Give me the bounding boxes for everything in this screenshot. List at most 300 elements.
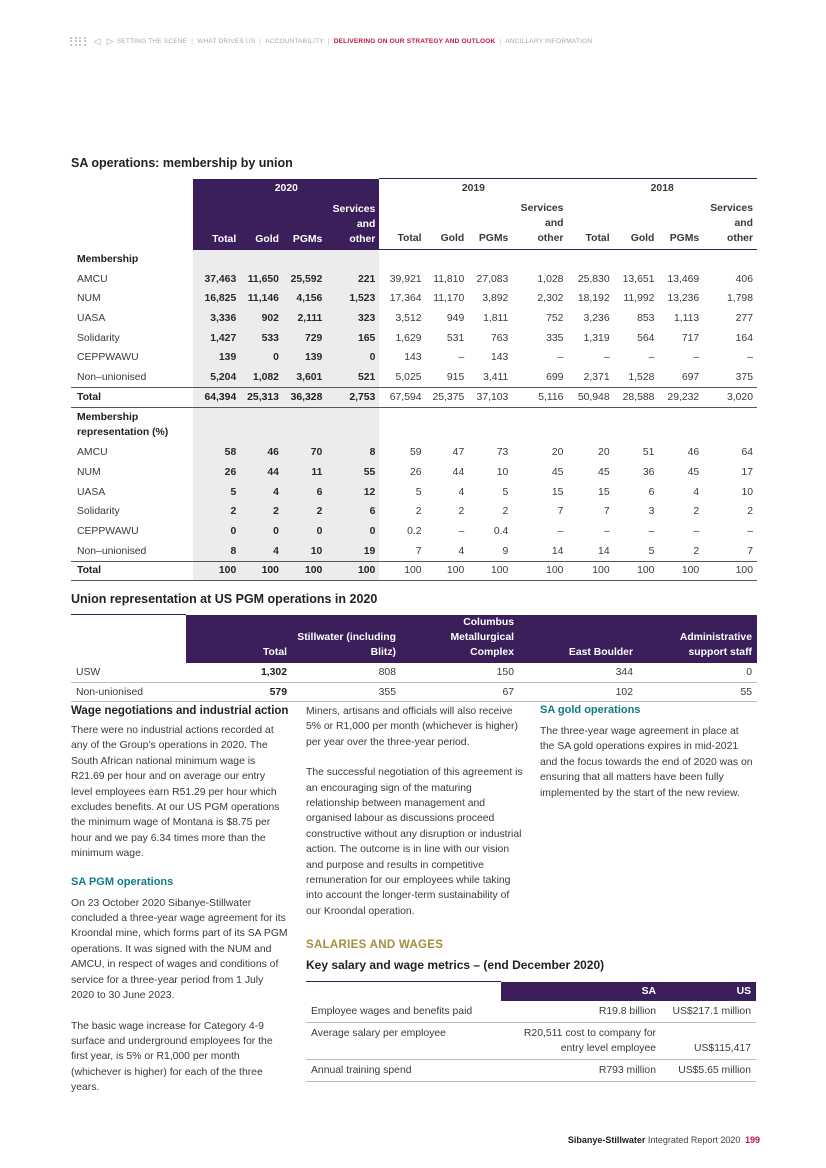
- paragraph: On 23 October 2020 Sibanye-Stillwater concluded a three-year wage agreement for its Kroondal mine, which forms part of its SA PGM operations. It was signed with the NUM and AMCU, in respect of wages and conditions of service for a three-year period from 1 July 2020 to 30 June 2023.: [71, 897, 288, 1002]
- table-cell: 19: [326, 541, 379, 561]
- table-cell: 2: [283, 502, 326, 522]
- table-cell: –: [458, 352, 465, 364]
- table-cell: [71, 615, 186, 663]
- table-cell: 25,375: [426, 387, 469, 407]
- table-row: [71, 368, 757, 388]
- table-cell: 100: [658, 561, 703, 581]
- table-cell: 6: [326, 502, 379, 522]
- table-cell: 5,116: [512, 387, 567, 407]
- table-cell: 7: [747, 545, 753, 557]
- table-cell: 6: [648, 486, 655, 498]
- table-cell: 521: [326, 368, 379, 388]
- table-cell: 100: [193, 561, 240, 581]
- table-cell: 808: [292, 663, 401, 683]
- table-cell: 45: [551, 467, 564, 479]
- table-cell: 5: [193, 482, 240, 502]
- row-label: CEPPWAWU: [77, 526, 139, 538]
- table-cell: 0.4: [493, 526, 509, 538]
- table-cell: US$5.65 million: [661, 1059, 756, 1081]
- table-cell: 1,302: [186, 663, 292, 683]
- table-row: [71, 502, 757, 522]
- table-cell: 55: [638, 682, 757, 702]
- table-cell: 100: [426, 561, 469, 581]
- table-cell: 143: [490, 352, 509, 364]
- table-cell: 2,302: [537, 293, 564, 305]
- table-cell: 4: [458, 486, 465, 498]
- table-cell: 13,469: [667, 273, 700, 285]
- table-row: [71, 463, 757, 483]
- table-cell: 3,236: [583, 312, 610, 324]
- table-cell: 70: [283, 443, 326, 463]
- column-header: Services and other: [512, 198, 567, 250]
- table-cell: 8: [326, 443, 379, 463]
- table-row: [71, 309, 757, 329]
- section-row: [71, 407, 757, 443]
- column-header: Gold: [426, 198, 469, 250]
- representation-rows: [71, 443, 757, 561]
- table-cell: [703, 407, 757, 443]
- table-cell: 100: [512, 561, 567, 581]
- table-cell: 29,232: [658, 387, 703, 407]
- column-header: PGMs: [468, 198, 512, 250]
- table-cell: 375: [735, 371, 753, 383]
- table-cell: 0.2: [407, 526, 422, 538]
- table-cell: 100: [703, 561, 757, 581]
- table-cell: [658, 407, 703, 443]
- table-cell: –: [603, 352, 610, 364]
- membership-table: [71, 178, 757, 581]
- table-cell: 45: [598, 467, 610, 479]
- table-cell: 752: [546, 312, 564, 324]
- nav-separator: |: [259, 37, 262, 45]
- table-cell: 1,319: [583, 332, 610, 344]
- column-header-row: [71, 198, 757, 250]
- table-cell: [426, 407, 469, 443]
- table-cell: 564: [637, 332, 655, 344]
- nav-item-accountability[interactable]: ACCOUNTABILITY: [265, 37, 324, 45]
- table-cell: 1,427: [193, 328, 240, 348]
- table-cell: 25,830: [577, 273, 610, 285]
- table-cell: 4: [458, 545, 465, 557]
- table-cell: [193, 407, 240, 443]
- table-cell: [468, 250, 512, 270]
- table-cell: 3,336: [193, 309, 240, 329]
- table-cell: 36: [642, 467, 655, 479]
- table-cell: [379, 407, 425, 443]
- table-cell: 11,992: [623, 293, 655, 305]
- table-cell: [193, 250, 240, 270]
- table-cell: [326, 407, 379, 443]
- table-cell: USW: [71, 663, 186, 683]
- text-column-middle: [306, 704, 524, 934]
- nav-item-setting-the-scene[interactable]: SETTING THE SCENE: [116, 37, 188, 45]
- table-cell: –: [458, 526, 465, 538]
- table-cell: 1,528: [628, 371, 655, 383]
- salaries-heading: SALARIES AND WAGES: [306, 939, 444, 951]
- table-cell: 64,394: [193, 387, 240, 407]
- table-cell: 4: [240, 482, 283, 502]
- table-cell: 2: [502, 506, 509, 518]
- table-cell: 2: [458, 506, 465, 518]
- column-header: Total: [379, 198, 425, 250]
- salaries-table-title: Key salary and wage metrics – (end December 2020): [306, 958, 605, 972]
- column-header: Services and other: [326, 198, 379, 250]
- table-cell: 2: [240, 502, 283, 522]
- year-header-2020: 2020: [193, 179, 379, 198]
- table-cell: 5: [502, 486, 509, 498]
- table-cell: 59: [409, 447, 422, 459]
- table-cell: 2: [693, 545, 700, 557]
- table-cell: 277: [735, 312, 753, 324]
- table-cell: 150: [401, 663, 519, 683]
- table-cell: 51: [642, 447, 655, 459]
- table-cell: 14: [598, 545, 610, 557]
- table-cell: 915: [446, 371, 465, 383]
- table-cell: 67,594: [379, 387, 425, 407]
- table-cell: Total: [71, 561, 193, 581]
- table-cell: 100: [283, 561, 326, 581]
- table-cell: R793 million: [501, 1059, 661, 1081]
- table-cell: 164: [735, 332, 753, 344]
- column-header: Gold: [240, 198, 283, 250]
- table-cell: 11,810: [433, 273, 465, 285]
- row-label: UASA: [77, 312, 106, 324]
- row-label: Solidarity: [77, 332, 120, 344]
- table-cell: 5: [415, 486, 422, 498]
- top-navigation: [70, 34, 592, 48]
- us-union-table: [71, 614, 757, 702]
- table-cell: 2,111: [283, 309, 326, 329]
- table-row: [71, 348, 757, 368]
- membership-table-title: SA operations: membership by union: [71, 156, 293, 170]
- table-cell: 0: [193, 522, 240, 542]
- table-cell: 17: [741, 467, 753, 479]
- table-cell: 763: [490, 332, 509, 344]
- table-cell: Total: [71, 387, 193, 407]
- column-header: Total: [567, 198, 613, 250]
- table-cell: 58: [193, 443, 240, 463]
- table-cell: 46: [240, 443, 283, 463]
- table-cell: 39,921: [389, 273, 422, 285]
- table-cell: 949: [446, 312, 465, 324]
- table-cell: 64: [741, 447, 753, 459]
- table-row: [71, 541, 757, 561]
- table-cell: [71, 198, 193, 250]
- table-cell: 406: [735, 273, 753, 285]
- table-cell: 102: [519, 682, 638, 702]
- table-cell: 100: [326, 561, 379, 581]
- paragraph: There were no industrial actions recorded at any of the Group’s operations in 2020. The South African national minimum wage is R21.69 per hour and on average our entry level employees earn R51.29 per hour which excludes benefits. At our US PGM operations the minimum wage of Montana is $8.75 per hour and we pay 6.34 times more than the minimum wage.: [71, 725, 280, 860]
- column-header: US: [661, 982, 756, 1001]
- table-cell: 7: [557, 506, 564, 518]
- table-cell: 100: [567, 561, 613, 581]
- column-header: Total: [193, 198, 240, 250]
- column-header: Columbus Metallurgical Complex: [401, 615, 519, 663]
- table-cell: 15: [598, 486, 610, 498]
- table-cell: 0: [283, 522, 326, 542]
- row-label: UASA: [77, 486, 106, 498]
- nav-item-delivering-on-strategy[interactable]: DELIVERING ON OUR STRATEGY AND OUTLOOK: [333, 37, 496, 45]
- page-footer: [568, 1135, 760, 1145]
- nav-item-ancillary-information[interactable]: ANCILLARY INFORMATION: [505, 37, 593, 45]
- table-cell: 143: [404, 352, 422, 364]
- table-cell: 1,028: [537, 273, 564, 285]
- table-row: [71, 522, 757, 542]
- table-cell: 25,313: [240, 387, 283, 407]
- paragraph: The basic wage increase for Category 4-9 surface and underground employees for the first year, is 5% or R1,000 per month (whichever is higher) for each of the three years.: [71, 1020, 273, 1094]
- row-label: CEPPWAWU: [77, 352, 139, 364]
- table-cell: 11,650: [240, 269, 283, 289]
- table-cell: US$115,417: [661, 1022, 756, 1059]
- table-cell: 44: [452, 467, 465, 479]
- table-cell: 2: [415, 506, 422, 518]
- table-cell: Employee wages and benefits paid: [306, 1001, 501, 1023]
- table-cell: 902: [240, 309, 283, 329]
- row-label: Non–unionised: [77, 371, 147, 383]
- table-cell: 1,082: [240, 368, 283, 388]
- table-cell: 11,146: [240, 289, 283, 309]
- table-cell: –: [648, 526, 655, 538]
- table-row: [71, 443, 757, 463]
- table-cell: 335: [546, 332, 564, 344]
- table-row: [71, 663, 757, 683]
- table-cell: 10: [496, 467, 509, 479]
- table-cell: 4: [693, 486, 700, 498]
- column-header: PGMs: [658, 198, 703, 250]
- table-cell: [240, 407, 283, 443]
- row-label: NUM: [77, 467, 101, 479]
- table-cell: –: [603, 526, 610, 538]
- table-cell: R19.8 billion: [501, 1001, 661, 1023]
- nav-separator: |: [327, 37, 330, 45]
- table-cell: [326, 250, 379, 270]
- paragraph: Miners, artisans and officials will also receive 5% or R1,000 per month (whichever is higher) per year over the three-year period.: [306, 706, 518, 748]
- table-cell: 5,204: [193, 368, 240, 388]
- paragraph: The three-year wage agreement in place at the SA gold operations expires in mid-2021 and the focus towards the end of 2020 was on ensuring that all matters have been fully implemented by the start of the new review.: [540, 726, 753, 799]
- table-cell: 26: [409, 467, 422, 479]
- table-cell: 100: [468, 561, 512, 581]
- table-cell: 37,463: [193, 269, 240, 289]
- report-name: Integrated Report 2020: [647, 1135, 741, 1145]
- table-row: [306, 1059, 756, 1081]
- us-table-title: Union representation at US PGM operations in 2020: [71, 592, 378, 606]
- table-cell: 729: [283, 328, 326, 348]
- table-cell: 697: [681, 371, 700, 383]
- table-cell: 3: [648, 506, 655, 518]
- table-cell: [426, 250, 469, 270]
- table-cell: 0: [326, 348, 379, 368]
- table-cell: 1,811: [483, 312, 509, 324]
- table-cell: 2: [193, 502, 240, 522]
- table-cell: 533: [240, 328, 283, 348]
- table-cell: 355: [292, 682, 401, 702]
- table-cell: –: [557, 526, 564, 538]
- table-cell: –: [747, 526, 753, 538]
- table-row: [71, 682, 757, 702]
- table-cell: 25,592: [283, 269, 326, 289]
- table-cell: 717: [681, 332, 700, 344]
- table-cell: 853: [637, 312, 655, 324]
- column-header: Gold: [614, 198, 659, 250]
- table-row: [71, 482, 757, 502]
- table-cell: [306, 982, 501, 1001]
- table-cell: 1,523: [326, 289, 379, 309]
- table-cell: 0: [240, 348, 283, 368]
- table-cell: 531: [446, 332, 465, 344]
- row-label: Solidarity: [77, 506, 120, 518]
- table-cell: 8: [193, 541, 240, 561]
- table-cell: 44: [240, 463, 283, 483]
- table-cell: 67: [401, 682, 519, 702]
- table-cell: 323: [326, 309, 379, 329]
- table-cell: 4,156: [283, 289, 326, 309]
- table-cell: 27,083: [476, 273, 509, 285]
- table-cell: 10: [741, 486, 753, 498]
- column-header: Services and other: [703, 198, 757, 250]
- table-cell: 5: [648, 545, 655, 557]
- sa-gold-heading: SA gold operations: [540, 704, 641, 716]
- table-cell: 14: [551, 545, 564, 557]
- table-cell: 3,601: [283, 368, 326, 388]
- table-cell: 45: [687, 467, 700, 479]
- paragraph: The successful negotiation of this agreement is an encouraging sign of the maturing relationship between management and organised labour as discussions proceed constructive without any disruption or industrial action. The outcome is in line with our vision and purpose and results in competitive remuneration for our employees while taking into account the longer-term sustainability of our Kroondal operation.: [306, 767, 523, 917]
- table-cell: 73: [496, 447, 509, 459]
- table-cell: [283, 250, 326, 270]
- table-cell: 100: [379, 561, 425, 581]
- table-cell: –: [648, 352, 655, 364]
- table-cell: [468, 407, 512, 443]
- table-cell: 13,236: [667, 293, 700, 305]
- table-cell: [240, 250, 283, 270]
- membership-rows: [71, 269, 757, 387]
- table-cell: 1,113: [673, 312, 700, 324]
- table-cell: [614, 250, 659, 270]
- table-cell: 20: [551, 447, 564, 459]
- table-cell: 1,629: [395, 332, 422, 344]
- table-row: [71, 269, 757, 289]
- table-cell: 4: [240, 541, 283, 561]
- table-cell: 18,192: [577, 293, 610, 305]
- column-header: Stillwater (including Blitz): [292, 615, 401, 663]
- year-header-2018: 2018: [567, 179, 757, 198]
- grid-menu-icon[interactable]: [70, 37, 87, 46]
- row-label: AMCU: [77, 447, 108, 459]
- table-cell: 28,588: [614, 387, 659, 407]
- table-cell: 3,411: [483, 371, 509, 383]
- table-cell: [512, 407, 567, 443]
- section-label: Membership: [77, 253, 139, 265]
- table-cell: 36,328: [283, 387, 326, 407]
- table-cell: 0: [326, 522, 379, 542]
- table-cell: 165: [326, 328, 379, 348]
- table-cell: 139: [193, 348, 240, 368]
- table-cell: [512, 250, 567, 270]
- table-cell: 344: [519, 663, 638, 683]
- table-row: [306, 1001, 756, 1023]
- table-cell: 46: [687, 447, 700, 459]
- column-header: Total: [186, 615, 292, 663]
- table-cell: 55: [326, 463, 379, 483]
- table-cell: 100: [614, 561, 659, 581]
- section-label: Membership representation (%): [77, 412, 169, 439]
- table-row-total: [71, 387, 757, 407]
- next-page-icon[interactable]: ▷: [106, 35, 114, 46]
- column-header: SA: [501, 982, 661, 1001]
- company-name: Sibanye-Stillwater: [567, 1135, 646, 1145]
- table-cell: [71, 179, 193, 198]
- table-cell: 17,364: [389, 293, 422, 305]
- table-cell: 7: [415, 545, 422, 557]
- table-row: [71, 289, 757, 309]
- table-cell: 579: [186, 682, 292, 702]
- table-cell: 47: [452, 447, 465, 459]
- table-cell: 26: [193, 463, 240, 483]
- table-cell: R20,511 cost to company for entry level employee: [501, 1022, 661, 1059]
- table-cell: 12: [326, 482, 379, 502]
- table-cell: –: [557, 352, 564, 364]
- table-cell: Annual training spend: [306, 1059, 501, 1081]
- table-cell: 2: [747, 506, 753, 518]
- nav-separator: |: [499, 37, 502, 45]
- table-cell: [567, 250, 613, 270]
- page-number: 199: [744, 1135, 760, 1145]
- wage-negotiations-heading: Wage negotiations and industrial action: [71, 705, 289, 717]
- table-cell: 16,825: [193, 289, 240, 309]
- nav-separator: |: [191, 37, 194, 45]
- previous-page-icon[interactable]: ◁: [93, 35, 101, 46]
- table-cell: 11: [283, 463, 326, 483]
- nav-item-what-drives-us[interactable]: WHAT DRIVES US: [197, 37, 256, 45]
- table-cell: [703, 250, 757, 270]
- table-cell: 0: [638, 663, 757, 683]
- section-row: [71, 250, 757, 270]
- row-label: AMCU: [77, 273, 108, 285]
- column-header: East Boulder: [519, 615, 638, 663]
- table-cell: 699: [546, 371, 564, 383]
- table-cell: 3,512: [395, 312, 422, 324]
- table-cell: 5,025: [395, 371, 422, 383]
- table-cell: 15: [551, 486, 564, 498]
- table-cell: 0: [240, 522, 283, 542]
- table-cell: [614, 407, 659, 443]
- table-cell: 7: [603, 506, 610, 518]
- column-header: PGMs: [283, 198, 326, 250]
- table-cell: 37,103: [468, 387, 512, 407]
- table-cell: [283, 407, 326, 443]
- table-cell: 3,020: [703, 387, 757, 407]
- table-row: [71, 328, 757, 348]
- column-header: Administrative support staff: [638, 615, 757, 663]
- row-label: Non–unionised: [77, 545, 147, 557]
- table-cell: 13,651: [622, 273, 655, 285]
- table-cell: 6: [283, 482, 326, 502]
- table-cell: 50,948: [567, 387, 613, 407]
- table-cell: 9: [502, 545, 509, 557]
- text-column-right: [540, 703, 756, 816]
- salaries-table: [306, 981, 756, 1082]
- text-column-left: [71, 703, 289, 1111]
- table-cell: [379, 250, 425, 270]
- table-cell: –: [693, 352, 700, 364]
- table-cell: US$217.1 million: [661, 1001, 756, 1023]
- table-cell: –: [747, 352, 753, 364]
- row-label: NUM: [77, 293, 101, 305]
- table-cell: 3,892: [482, 293, 509, 305]
- table-cell: [567, 407, 613, 443]
- table-cell: 100: [240, 561, 283, 581]
- sa-pgm-heading: SA PGM operations: [71, 875, 174, 888]
- year-header-2019: 2019: [379, 179, 567, 198]
